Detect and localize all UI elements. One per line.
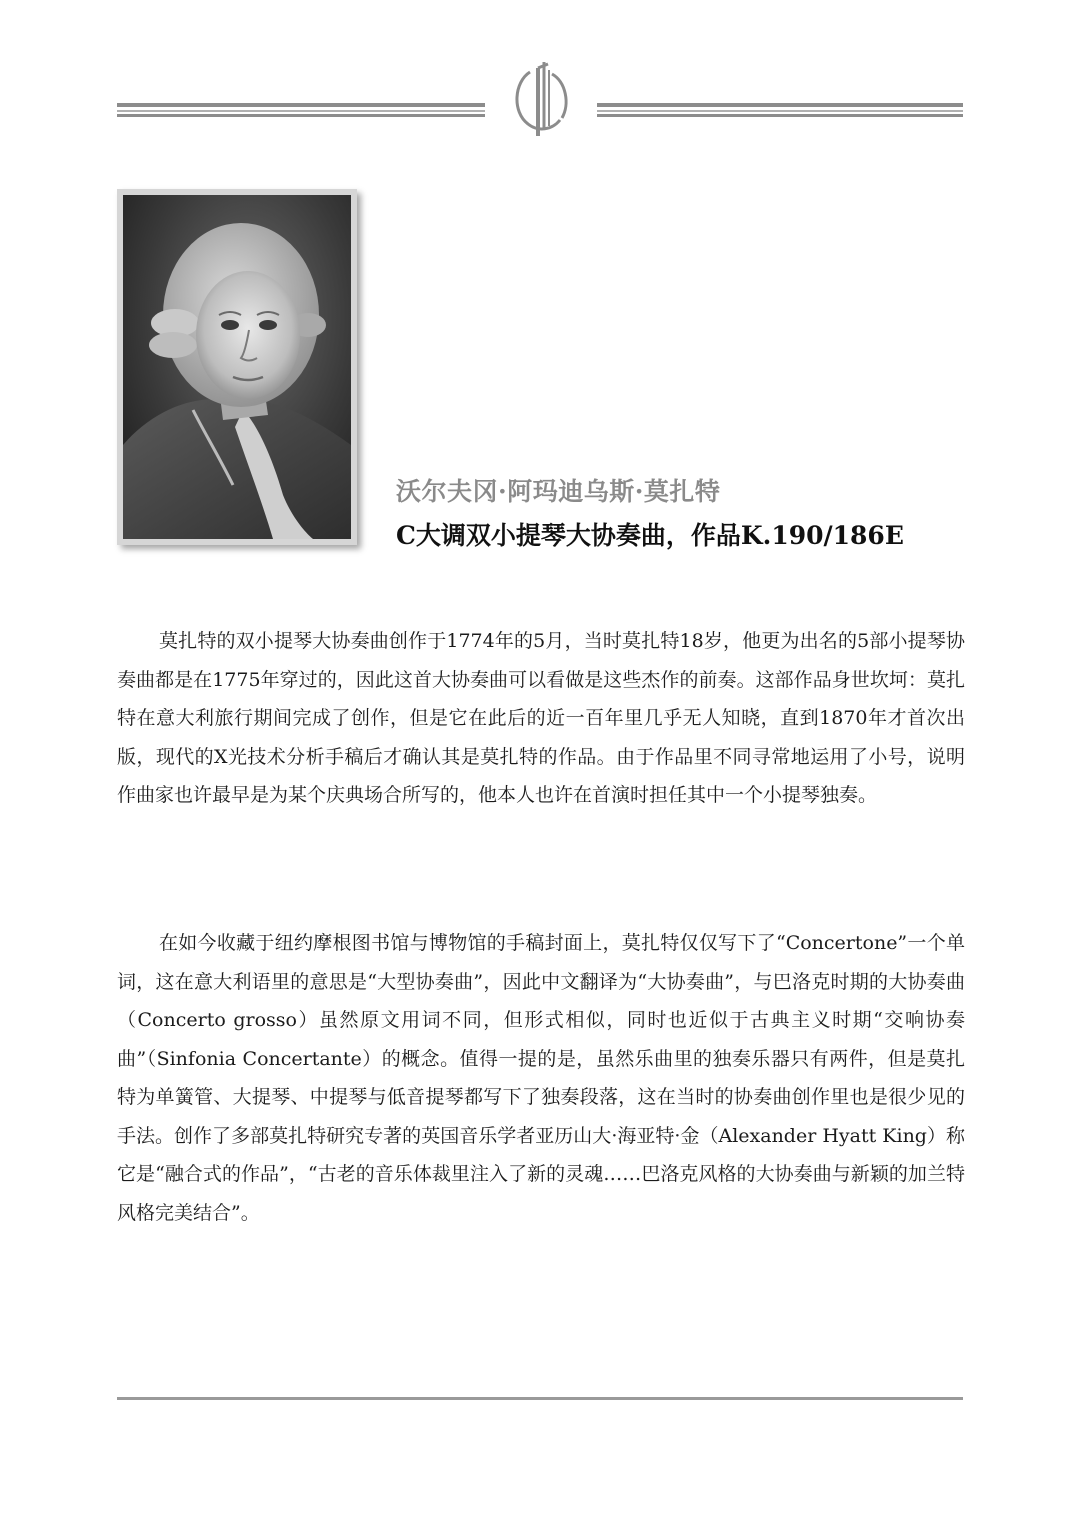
portrait-frame [117,189,357,545]
composer-portrait-icon [123,195,351,539]
body-paragraph-1: 莫扎特的双小提琴大协奏曲创作于1774年的5月，当时莫扎特18岁，他更为出名的5部小提琴协奏曲都是在1775年穿过的，因此这首大协奏曲可以看做是这些杰作的前奏。这部作品身世坎坷：莫扎特在意大利旅行期间完成了创作，但是它在此后的近一百年里几乎无人知晓，直到1870年才首次出版，现代的X光技术分析手稿后才确认其是莫扎特的作品。由于作品里不同寻常地运用了小号，说明作曲家也许最早是为某个庆典场合所写的，他本人也许在首演时担任其中一个小提琴独奏。 [117,630,965,806]
header-rule-right [597,103,963,117]
music-note-emblem-icon [500,60,582,140]
composer-portrait [123,195,351,539]
page-header-ornament [0,60,1080,170]
body-paragraph-2: 在如今收藏于纽约摩根图书馆与博物馆的手稿封面上，莫扎特仅仅写下了“Concertone”一个单词，这在意大利语里的意思是“大型协奏曲”，因此中文翻译为“大协奏曲”，与巴洛克时期的大协奏曲（Concerto grosso）虽然原文用词不同，但形式相似，同时也近似于古典主义时期“交响协奏曲”（Sinfonia Concertante）的概念。值得一提的是，虽然乐曲里的独奏乐器只有两件，但是莫扎特为单簧管、大提琴、中提琴与低音提琴都写下了独奏段落，这在当时的协奏曲创作里也是很少见的手法。创作了多部莫扎特研究专著的英国音乐学者亚历山大·海亚特·金（Alexander Hyatt King）称它是“融合式的作品”，“古老的音乐体裁里注入了新的灵魂……巴洛克风格的大协奏曲与新颖的加兰特风格完美结合”。 [117,932,965,1224]
footer-rule [117,1397,963,1400]
header-rule-left [117,103,485,117]
composer-name: 沃尔夫冈·阿玛迪乌斯·莫扎特 [396,477,721,506]
work-title: C大调双小提琴大协奏曲，作品K.190/186E [396,521,904,550]
